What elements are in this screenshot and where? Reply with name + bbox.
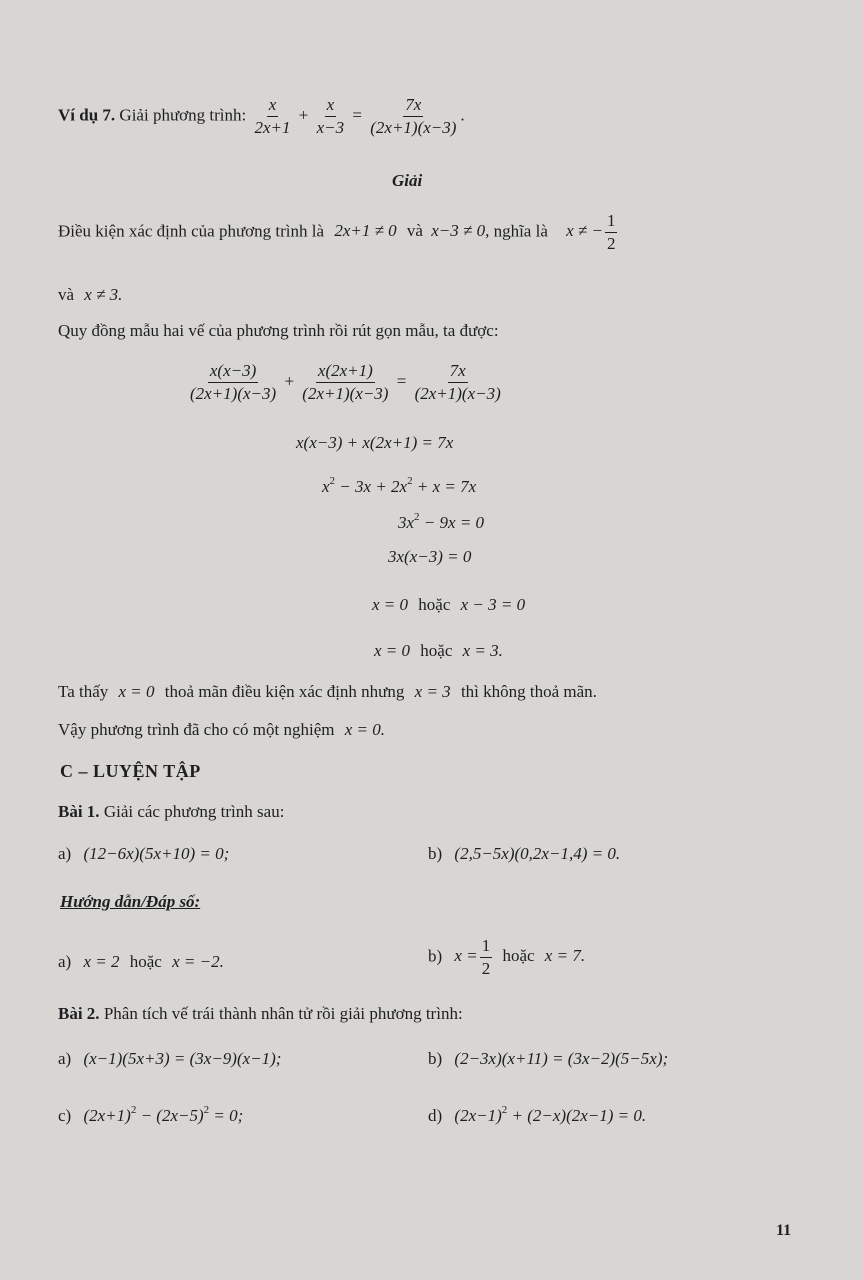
page-number: 11 bbox=[776, 1222, 792, 1239]
step-2: x(x−3) + x(2x+1) = 7x bbox=[296, 433, 454, 452]
section-heading: C – LUYỆN TẬP bbox=[60, 761, 201, 781]
fraction: $\frac{7x}{(2x+1)(x-3)}$ bbox=[414, 361, 501, 403]
guide-title: Hướng dẫn/Đáp số: bbox=[60, 892, 201, 911]
observation: Ta thấy x = 0 thoả mãn điều kiện xác định nhưng x = 3 thì không thoả mãn. bbox=[58, 682, 597, 701]
condition-line: Điều kiện xác định của phương trình là 2x+1 ≠ 0 và x−3 ≠ 0, nghĩa là x ≠ − $\frac{1}{2}$ bbox=[58, 211, 616, 253]
exercise-1-heading: Bài 1. Giải các phương trình sau: bbox=[58, 802, 285, 821]
fraction: $\frac{x}{2x+1}$ bbox=[254, 95, 291, 137]
exercise-2b: b) (2−3x)(x+11) = (3x−2)(5−5x); bbox=[428, 1049, 669, 1068]
step-5: 3x(x−3) = 0 bbox=[388, 547, 472, 566]
conclusion: Vậy phương trình đã cho có một nghiệm x = 0. bbox=[58, 720, 385, 739]
fraction: $\frac{x(2x+1)}{(2x+1)(x-3)}$ bbox=[302, 361, 389, 403]
fraction: $\frac{x}{x-3}$ bbox=[316, 95, 345, 137]
example-heading: Ví dụ 7. Giải phương trình: $\frac{x}{2x+1}$ + $\frac{x}{x-3}$ = $\frac{7x}{(2x+1)(x-3)}$ . bbox=[58, 95, 465, 137]
step-1: $\frac{x(x-3)}{(2x+1)(x-3)}$ + $\frac{x(2x+1)}{(2x+1)(x-3)}$ = $\frac{7x}{(2x+1)(x-3)}$ bbox=[190, 361, 501, 403]
exercise-2-heading: Bài 2. Phân tích vế trái thành nhân tử rồi giải phương trình: bbox=[58, 1004, 463, 1023]
exercise-2c: c) $(2x+1)^2 - (2x-5)^2 = 0$; bbox=[58, 1104, 244, 1125]
fraction: $\frac{1}{2}$ bbox=[481, 936, 491, 978]
guide-b: b) x = $\frac{1}{2}$ hoặc x = 7. bbox=[428, 936, 586, 978]
step-6: x = 0 hoặc x − 3 = 0 bbox=[372, 595, 526, 614]
step-4: $3x^2 - 9x = 0$ bbox=[398, 511, 485, 532]
solution-title: Giải bbox=[392, 171, 423, 190]
guide-a: a) x = 2 hoặc x = −2. bbox=[58, 952, 224, 971]
exercise-1a: a) (12−6x)(5x+10) = 0; bbox=[58, 844, 230, 863]
example-label: Ví dụ 7. bbox=[58, 105, 116, 125]
example-text: Giải phương trình: bbox=[119, 105, 247, 125]
exercise-1b: b) (2,5−5x)(0,2x−1,4) = 0. bbox=[428, 844, 621, 863]
fraction: $\frac{7x}{(2x+1)(x-3)}$ bbox=[370, 95, 457, 137]
step-7: x = 0 hoặc x = 3. bbox=[374, 641, 503, 660]
step-3: $x^2 - 3x + 2x^2 + x = 7x$ bbox=[322, 475, 477, 496]
step-intro: Quy đồng mẫu hai vế của phương trình rồi rút gọn mẫu, ta được: bbox=[58, 321, 499, 340]
condition-line-2: và x ≠ 3. bbox=[58, 285, 123, 304]
fraction: $\frac{1}{2}$ bbox=[606, 211, 616, 253]
exercise-2d: d) $(2x-1)^2 + (2-x)(2x-1) = 0$. bbox=[428, 1104, 647, 1125]
exercise-2a: a) (x−1)(5x+3) = (3x−9)(x−1); bbox=[58, 1049, 282, 1068]
fraction: $\frac{x(x-3)}{(2x+1)(x-3)}$ bbox=[190, 361, 277, 403]
